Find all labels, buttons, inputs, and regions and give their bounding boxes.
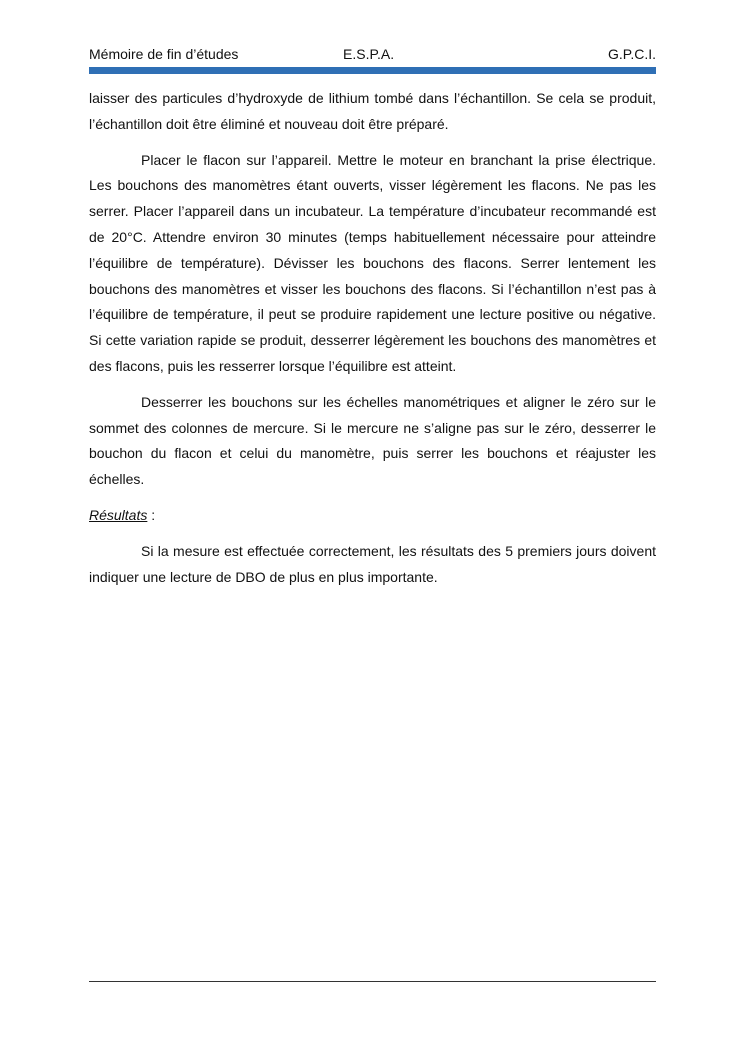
- header-document-type: Mémoire de fin d’études: [89, 46, 239, 62]
- page-body: [89, 86, 656, 600]
- header-department: G.P.C.I.: [608, 46, 656, 62]
- results-paragraph: Si la mesure est effectuée correctement, les résultats des 5 premiers jours doivent indiquer une lecture de DBO de plus en plus importante.: [89, 542, 656, 585]
- results-heading: [89, 503, 656, 529]
- header-school: E.S.P.A.: [343, 46, 395, 62]
- footer-rule: [89, 981, 656, 982]
- header-rule: [89, 67, 656, 74]
- body-paragraph-adjustment: Desserrer les bouchons sur les échelles manométriques et aligner le zéro sur le sommet des colonnes de mercure. Si le mercure ne s’aligne pas sur le zéro, desserrer le bouchon du flacon et celui du manomètre, puis serrer les bouchons et réajuster les échelles.: [89, 393, 656, 488]
- results-heading-label: Résultats: [89, 506, 148, 523]
- results-heading-suffix: :: [147, 506, 156, 523]
- body-paragraph-procedure: Placer le flacon sur l’appareil. Mettre le moteur en branchant la prise électrique. Les bouchons des manomètres étant ouverts, visser légèrement les flacons. Ne pas les serrer. Placer l’appareil dans un incubateur. La température d’incubateur recommandé est de 20°C. Attendre environ 30 minutes (temps habituellement nécessaire pour atteindre l’équilibre de température). Dévisser les bouchons des flacons. Serrer lentement les bouchons des manomètres et visser les bouchons des flacons. Si l’échantillon n’est pas à l’équilibre de température, il peut se produire rapidement une lecture positive ou négative. Si cette variation rapide se produit, desserrer légèrement les bouchons des manomètres et des flacons, puis les resserrer lorsque l’équilibre est atteint.: [89, 151, 656, 374]
- body-paragraph-continuation: laisser des particules d’hydroxyde de lithium tombé dans l’échantillon. Se cela se produit, l’échantillon doit être éliminé et nouveau doit être préparé.: [89, 90, 656, 132]
- page-header: [89, 44, 656, 64]
